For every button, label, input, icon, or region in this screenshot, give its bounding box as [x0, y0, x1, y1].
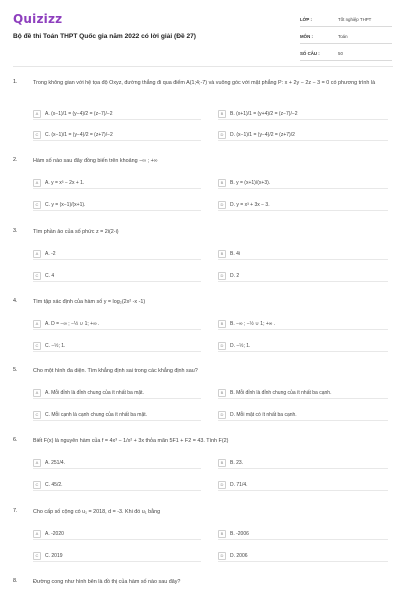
- option-c[interactable]: [33, 129, 201, 141]
- option-c[interactable]: [33, 270, 201, 282]
- question-number: 4.: [13, 298, 18, 304]
- meta-row-count: [300, 47, 392, 61]
- option-text: C. 2019: [45, 552, 63, 559]
- option-letter: D: [218, 411, 226, 419]
- meta-row-subject: [300, 30, 392, 44]
- option-text: D. 2006: [230, 552, 248, 559]
- option-letter: D: [218, 272, 226, 280]
- option-letter: A: [33, 250, 41, 258]
- option-letter: A: [33, 179, 41, 187]
- question-number: 7.: [13, 508, 18, 514]
- option-letter: C: [33, 131, 41, 139]
- option-b[interactable]: [218, 457, 388, 469]
- question-text: Biết F(x) là nguyên hàm của f = 4x³ − 1/x² + 3x thỏa mãn 5F1 + F2 = 43. Tính F(2): [33, 438, 229, 444]
- option-b[interactable]: [218, 108, 388, 120]
- option-letter: D: [218, 131, 226, 139]
- option-a[interactable]: [33, 387, 201, 399]
- option-letter: D: [218, 201, 226, 209]
- meta-value: Toán: [338, 34, 348, 39]
- option-text: B. y = (x+1)/(x+3).: [230, 179, 271, 186]
- question-text: Tìm tập xác định của hàm số y = log₂(2x² -x -1): [33, 299, 146, 305]
- option-text: D. y = x³ + 3x − 3.: [230, 201, 270, 208]
- meta-label: MÔN :: [300, 34, 313, 39]
- option-text: B. -2006: [230, 530, 249, 537]
- option-d[interactable]: [218, 340, 388, 352]
- question-number: 2.: [13, 157, 18, 163]
- option-letter: C: [33, 552, 41, 560]
- meta-panel: [300, 13, 392, 64]
- option-letter: B: [218, 179, 226, 187]
- option-text: D. −½; 1.: [230, 342, 251, 349]
- question-text: Đường cong như hình bên là đồ thị của hàm số nào sau đây?: [33, 579, 181, 585]
- question-text: Cho một hình đa diện. Tìm khẳng định sai trong các khẳng định sau?: [33, 368, 198, 374]
- question-text: Hàm số nào sau đây đồng biến trên khoảng −∞ ; +∞: [33, 158, 158, 164]
- document-title: Bộ đề thi Toán THPT Quốc gia năm 2022 có lời giải (Đề 27): [13, 33, 196, 40]
- option-text: A. -2: [45, 250, 56, 257]
- option-text: A. 251/4.: [45, 459, 66, 466]
- option-text: C. 4: [45, 272, 55, 279]
- option-a[interactable]: [33, 177, 201, 189]
- option-text: D. 2: [230, 272, 240, 279]
- question-text: Trong không gian với hệ tọa độ Oxyz, đường thẳng đi qua điểm A(1;4;-7) và vuông góc với mặt phẳng P: x + 2y − 2z − 3 = 0 có phương trình là: [33, 80, 376, 86]
- option-b[interactable]: [218, 177, 388, 189]
- option-letter: B: [218, 389, 226, 397]
- option-letter: B: [218, 250, 226, 258]
- option-letter: A: [33, 389, 41, 397]
- meta-value: 50: [338, 51, 343, 56]
- meta-label: SỐ CÂU :: [300, 51, 320, 56]
- option-text: C. 45/2.: [45, 481, 63, 488]
- option-a[interactable]: [33, 318, 201, 330]
- option-b[interactable]: [218, 248, 388, 260]
- option-text: C. Mỗi cạnh là cạnh chung của ít nhất ba mặt.: [45, 411, 148, 418]
- option-text: A. Mỗi đỉnh là đỉnh chung của ít nhất ba mặt.: [45, 389, 144, 396]
- option-text: C. (x−1)/1 = (y−4)/2 = (z+7)/−2: [45, 131, 113, 138]
- meta-label: LỚP :: [300, 17, 312, 22]
- option-text: C. −½; 1.: [45, 342, 66, 349]
- option-a[interactable]: [33, 457, 201, 469]
- option-d[interactable]: [218, 409, 388, 421]
- option-a[interactable]: [33, 248, 201, 260]
- option-letter: B: [218, 459, 226, 467]
- option-c[interactable]: [33, 199, 201, 211]
- header-divider: [13, 66, 393, 67]
- option-letter: D: [218, 481, 226, 489]
- option-b[interactable]: [218, 387, 388, 399]
- option-text: A. -2020: [45, 530, 64, 537]
- question-number: 1.: [13, 79, 18, 85]
- option-text: A. D = −∞ ; −½ ∪ 1; +∞ .: [45, 320, 100, 327]
- option-text: D. (x−1)/1 = (y−4)/2 = (z+7)/2: [230, 131, 295, 138]
- option-d[interactable]: [218, 270, 388, 282]
- option-c[interactable]: [33, 479, 201, 491]
- option-d[interactable]: [218, 479, 388, 491]
- question-number: 5.: [13, 367, 18, 373]
- question-text: Cho cấp số cộng có u₁ = 2018, d = -3. Khi đó u₁ bằng: [33, 509, 161, 515]
- option-text: B. 23.: [230, 459, 244, 466]
- option-letter: B: [218, 110, 226, 118]
- option-b[interactable]: [218, 528, 388, 540]
- meta-value: Tốt nghiệp THPT: [338, 17, 372, 22]
- option-c[interactable]: [33, 550, 201, 562]
- option-letter: D: [218, 552, 226, 560]
- option-letter: B: [218, 530, 226, 538]
- option-letter: A: [33, 459, 41, 467]
- option-letter: C: [33, 481, 41, 489]
- quizizz-logo: Quizizz: [13, 12, 63, 26]
- option-a[interactable]: [33, 528, 201, 540]
- option-text: B. Mỗi đỉnh là đỉnh chung của ít nhất ba cạnh.: [230, 389, 332, 396]
- question-text: Tìm phần ảo của số phức z = 2i(2-i): [33, 229, 119, 235]
- question-number: 3.: [13, 228, 18, 234]
- option-text: B. 4i: [230, 250, 241, 257]
- option-d[interactable]: [218, 199, 388, 211]
- option-c[interactable]: [33, 340, 201, 352]
- option-letter: D: [218, 342, 226, 350]
- option-c[interactable]: [33, 409, 201, 421]
- option-letter: A: [33, 530, 41, 538]
- question-number: 8.: [13, 578, 18, 584]
- option-d[interactable]: [218, 550, 388, 562]
- option-b[interactable]: [218, 318, 388, 330]
- option-d[interactable]: [218, 129, 388, 141]
- question-number: 6.: [13, 437, 18, 443]
- option-text: D. 71/4.: [230, 481, 248, 488]
- option-a[interactable]: [33, 108, 201, 120]
- option-text: C. y = (x−1)/(x+1).: [45, 201, 86, 208]
- option-text: A. y = x³ − 2x + 1.: [45, 179, 85, 186]
- option-text: D. Mỗi mặt có ít nhất ba cạnh.: [230, 411, 297, 418]
- option-letter: C: [33, 342, 41, 350]
- option-text: B. (x+1)/1 = (y+4)/2 = (z−7)/−2: [230, 110, 298, 117]
- meta-row-class: [300, 13, 392, 27]
- option-text: B. −∞ ; −½ ∪ 1; +∞ .: [230, 320, 276, 327]
- option-text: A. (x−1)/1 = (y−4)/2 = (z−7)/−2: [45, 110, 113, 117]
- option-letter: A: [33, 110, 41, 118]
- option-letter: C: [33, 411, 41, 419]
- option-letter: C: [33, 272, 41, 280]
- option-letter: B: [218, 320, 226, 328]
- option-letter: C: [33, 201, 41, 209]
- option-letter: A: [33, 320, 41, 328]
